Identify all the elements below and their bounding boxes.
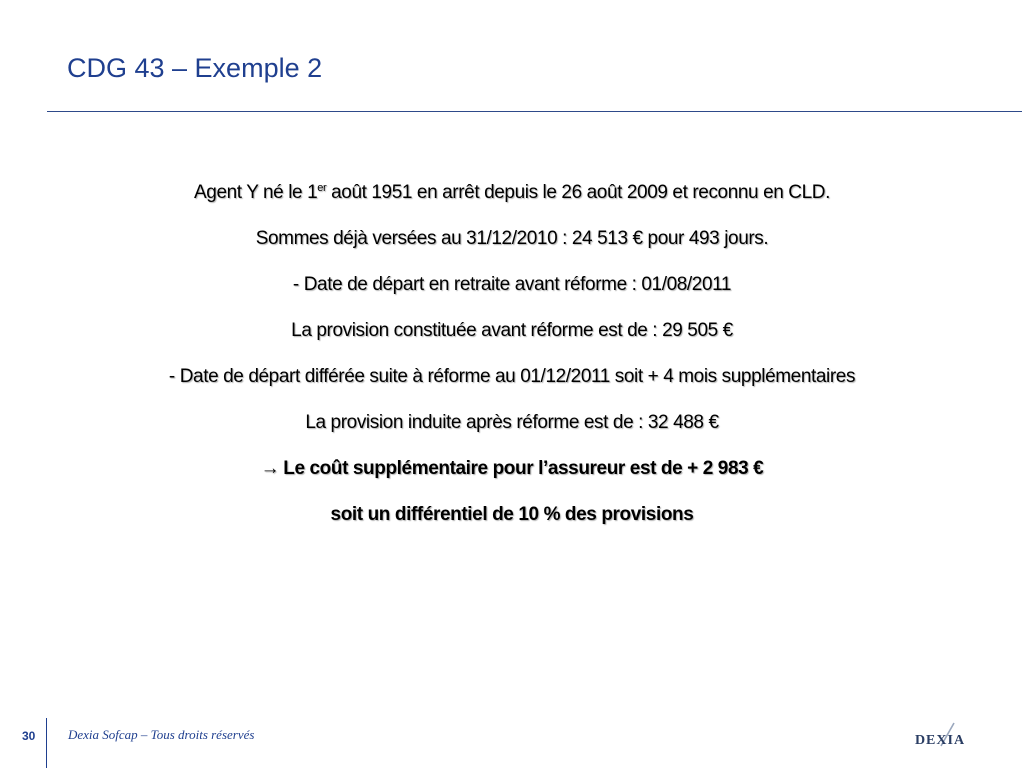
footer-divider (46, 718, 47, 768)
provision-differential-line: soit un différentiel de 10 % des provisions (330, 504, 694, 525)
dexia-logo-text: DEXIA (914, 733, 966, 748)
ordinal-superscript: er (317, 182, 327, 194)
slide-content (0, 170, 1024, 538)
agent-info-line (0, 170, 1024, 216)
additional-cost-text: Le coût supplémentaire pour l’assureur est de + 2 983 € (283, 458, 764, 479)
arrow-right-icon: → (260, 458, 280, 479)
slide-title: CDG 43 – Exemple 2 (67, 53, 323, 83)
title-divider (47, 111, 1022, 112)
copyright-notice: Dexia Sofcap – Tous droits réservés (68, 727, 255, 742)
additional-cost-line (0, 446, 1024, 492)
page-number: 30 (22, 729, 36, 743)
departure-date-before-reform-line: - Date de départ en retraite avant réforme : 01/08/2011 (292, 274, 732, 295)
amounts-paid-line: Sommes déjà versées au 31/12/2010 : 24 513 € pour 493 jours. (255, 228, 769, 249)
deferred-departure-date-line: - Date de départ différée suite à réforme au 01/12/2011 soit + 4 mois supplémentaires (168, 366, 856, 387)
agent-info-text-start: Agent Y né le 1 (194, 182, 318, 203)
provision-after-reform-line: La provision induite après réforme est de : 32 488 € (305, 412, 719, 433)
provision-before-reform-line: La provision constituée avant réforme est de : 29 505 € (291, 320, 733, 341)
dexia-logo (904, 720, 976, 754)
agent-info-text-end: août 1951 en arrêt depuis le 26 août 2009 et reconnu en CLD. (326, 182, 830, 203)
